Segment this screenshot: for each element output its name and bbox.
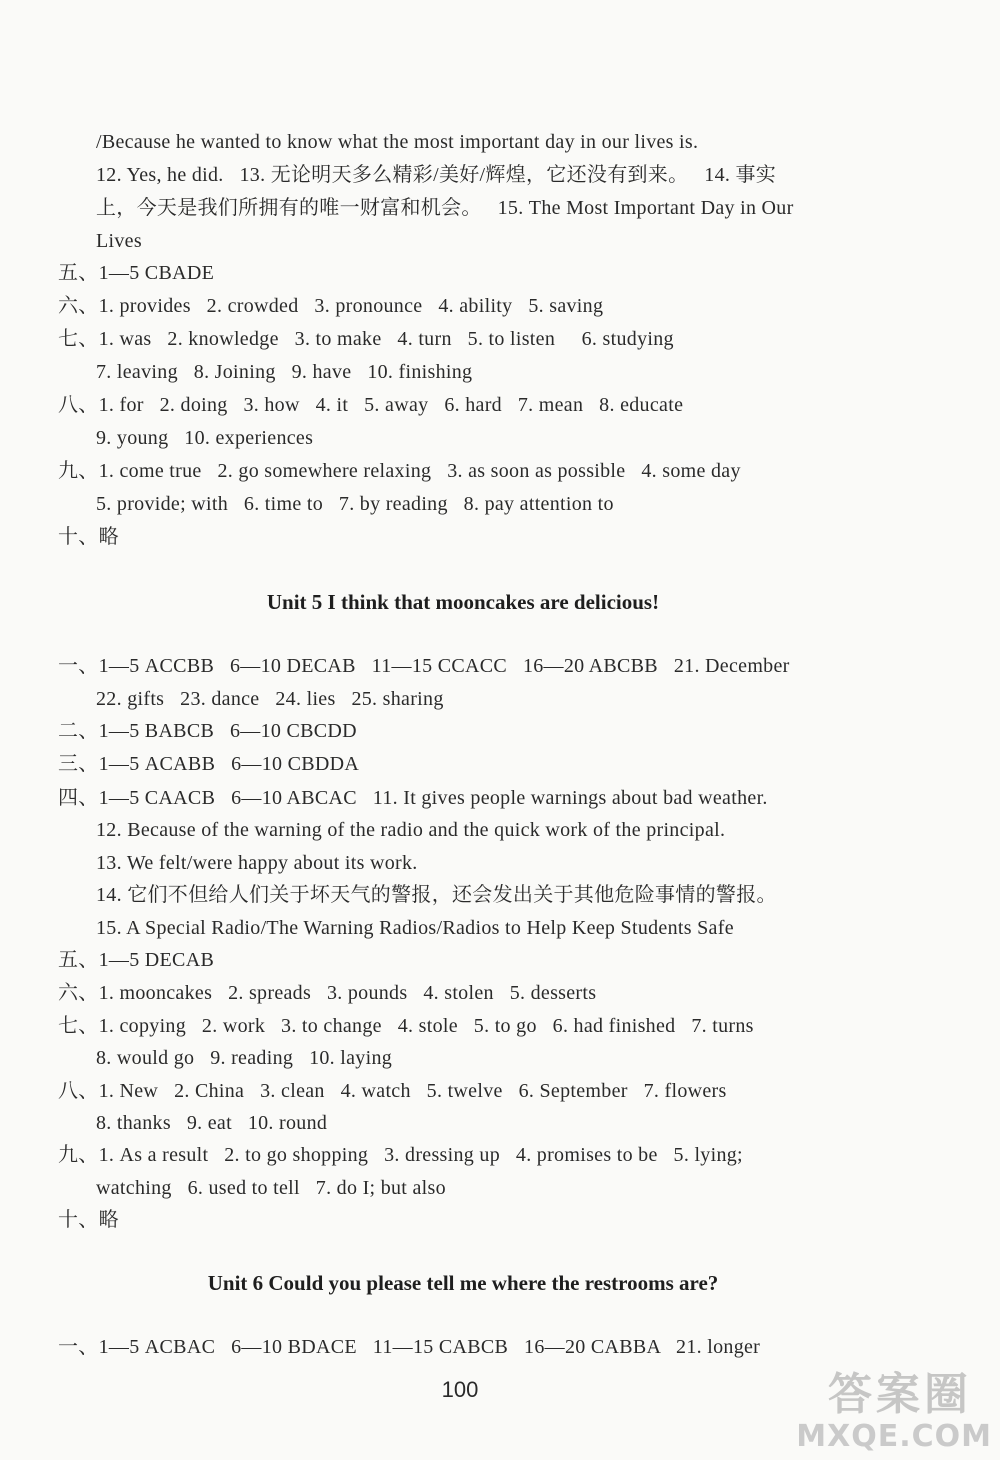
answer-line: 九、1. As a result 2. to go shopping 3. dressing up 4. promises to be 5. lying; — [58, 1144, 743, 1166]
answer-line: 七、1. copying 2. work 3. to change 4. stole 5. to go 6. had finished 7. turns — [58, 1015, 754, 1037]
answer-line: Lives — [96, 230, 142, 252]
answer-line: 六、1. mooncakes 2. spreads 3. pounds 4. stolen 5. desserts — [58, 982, 597, 1004]
answer-line: 五、1—5 CBADE — [58, 262, 215, 284]
answer-line: 五、1—5 DECAB — [58, 949, 215, 971]
answer-line: 13. We felt/were happy about its work. — [96, 852, 418, 874]
answer-line: 12. Because of the warning of the radio and the quick work of the principal. — [96, 819, 726, 841]
watermark-url: MXQE.COM — [796, 1419, 992, 1454]
answer-line: 八、1. New 2. China 3. clean 4. watch 5. twelve 6. September 7. flowers — [58, 1080, 727, 1102]
answer-line: 9. young 10. experiences — [96, 427, 314, 449]
answer-line: 七、1. was 2. knowledge 3. to make 4. turn 5. to listen 6. studying — [58, 328, 674, 350]
answer-line: 22. gifts 23. dance 24. lies 25. sharing — [96, 688, 444, 710]
answer-line: 12. Yes, he did. 13. 无论明天多么精彩/美好/辉煌，它还没有到来。 14. 事实 — [96, 164, 777, 186]
answer-line: 7. leaving 8. Joining 9. have 10. finishing — [96, 361, 473, 383]
answer-line: 8. thanks 9. eat 10. round — [96, 1112, 328, 1134]
answer-line: 8. would go 9. reading 10. laying — [96, 1047, 393, 1069]
answer-line: 十、略 — [58, 1209, 119, 1231]
watermark-logo-text: 答案圈 — [828, 1369, 972, 1420]
answer-line: 二、1—5 BABCB 6—10 CBCDD — [58, 720, 357, 742]
answer-line: 5. provide; with 6. time to 7. by reading 8. pay attention to — [96, 493, 614, 515]
site-watermark — [752, 1358, 992, 1454]
unit6-heading: Unit 6 Could you please tell me where the restrooms are? — [207, 1271, 719, 1295]
answer-line: watching 6. used to tell 7. do I; but also — [96, 1177, 446, 1199]
unit5-heading: Unit 5 I think that mooncakes are delicious! — [266, 590, 660, 614]
answer-line: 上，今天是我们所拥有的唯一财富和机会。 15. The Most Important Day in Our — [96, 197, 794, 219]
answer-line: 六、1. provides 2. crowded 3. pronounce 4. ability 5. saving — [58, 295, 604, 317]
answer-line: 九、1. come true 2. go somewhere relaxing 3. as soon as possible 4. some day — [58, 460, 741, 482]
answer-line: /Because he wanted to know what the most important day in our lives is. — [96, 131, 699, 153]
answer-line: 十、略 — [58, 526, 119, 548]
answer-line: 一、1—5 ACCBB 6—10 DECAB 11—15 CCACC 16—20 ABCBB 21. December — [58, 655, 790, 677]
answer-line: 14. 它们不但给人们关于坏天气的警报，还会发出关于其他危险事情的警报。 — [96, 884, 777, 906]
answer-line: 一、1—5 ACBAC 6—10 BDACE 11—15 CABCB 16—20 CABBA 21. longer — [58, 1336, 761, 1358]
answer-line: 15. A Special Radio/The Warning Radios/Radios to Help Keep Students Safe — [96, 917, 734, 939]
answer-line: 四、1—5 CAACB 6—10 ABCAC 11. It gives people warnings about bad weather. — [58, 787, 768, 809]
answer-line: 八、1. for 2. doing 3. how 4. it 5. away 6. hard 7. mean 8. educate — [58, 394, 684, 416]
page-number: 100 — [441, 1377, 479, 1402]
answer-line: 三、1—5 ACABB 6—10 CBDDA — [58, 753, 360, 775]
